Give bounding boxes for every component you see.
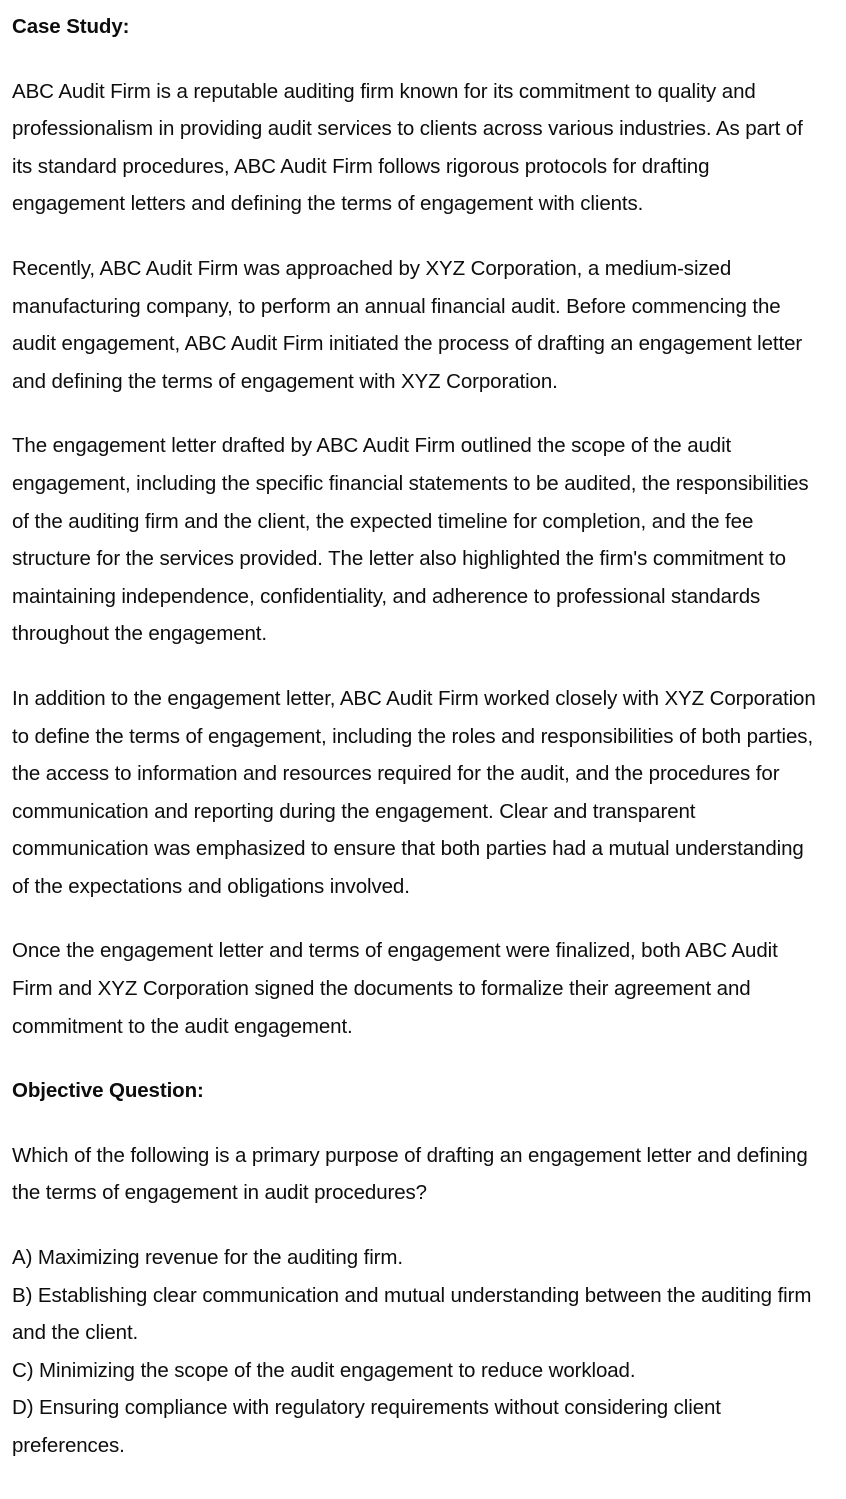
answer-option-d: D) Ensuring compliance with regulatory requirements without considering client preferences. <box>12 1396 721 1457</box>
answer-option-b: B) Establishing clear communication and mutual understanding between the auditing firm and the client. <box>12 1283 812 1345</box>
answer-option-a: A) Maximizing revenue for the auditing firm. <box>12 1246 403 1270</box>
case-study-paragraph-1: ABC Audit Firm is a reputable auditing firm known for its commitment to quality and professionalism in providing audit services to clients across various industries. As part of its standard procedures, ABC Audit Firm follows rigorous protocols for drafting engagement letters and defining the terms of engagement with clients. <box>12 79 803 216</box>
case-study-paragraph-2: Recently, ABC Audit Firm was approached by XYZ Corporation, a medium-sized manufacturing company, to perform an annual financial audit. Before commencing the audit engagement, ABC Audit Firm initiated the process of drafting an engagement letter and defining the terms of engagement with XYZ Corporation. <box>12 256 803 393</box>
case-study-paragraph-3: The engagement letter drafted by ABC Audit Firm outlined the scope of the audit engagement, including the specific financial statements to be audited, the responsibilities of the auditing firm and the client, the expected timeline for completion, and the fee structure for the services provided. The letter also highlighted the firm's commitment to maintaining independence, confidentiality, and adherence to professional standards throughout the engagement. <box>12 434 809 646</box>
objective-question-heading: Objective Question: <box>12 1079 204 1103</box>
question-prompt: Which of the following is a primary purpose of drafting an engagement letter and defining the terms of engagement in audit procedures? <box>12 1143 808 1205</box>
case-study-paragraph-5: Once the engagement letter and terms of engagement were finalized, both ABC Audit Firm and XYZ Corporation signed the documents to formalize their agreement and commitment to the audit engagement. <box>12 939 778 1038</box>
answer-option-c: C) Minimizing the scope of the audit engagement to reduce workload. <box>12 1358 636 1382</box>
case-study-heading: Case Study: <box>12 15 130 38</box>
answer-options-list <box>12 1239 822 1465</box>
case-study-paragraph-4: In addition to the engagement letter, ABC Audit Firm worked closely with XYZ Corporation to define the terms of engagement, including the roles and responsibilities of both parties, the access to information and resources required for the audit, and the procedures for communication and reporting during the engagement. Clear and transparent communication was emphasized to ensure that both parties had a mutual understanding of the expectations and obligations involved. <box>12 686 816 898</box>
